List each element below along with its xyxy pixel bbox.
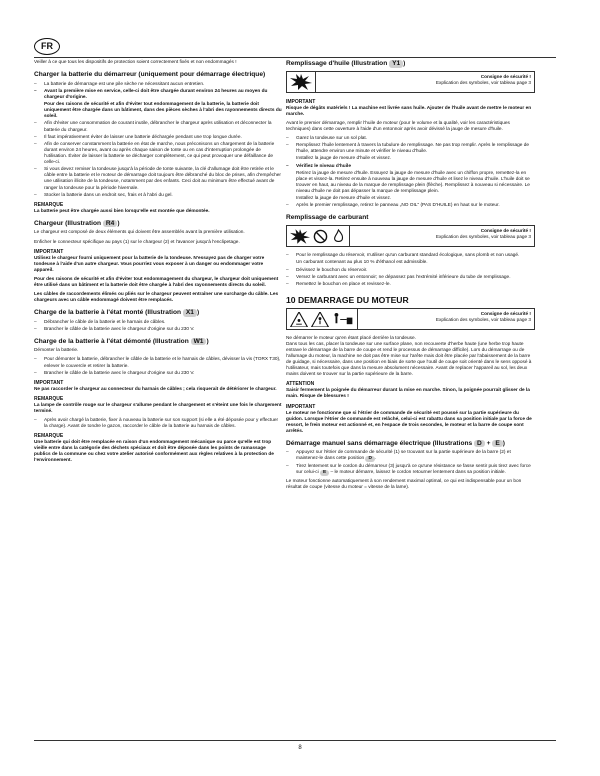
oil-p1: Avant le premier démarrage, remplir l'huile de moteur (pour le volume et la qualité, voir les caractéristiques techniques) dans cette ouverture à l'aide d'un entonnoir après avoir dévissé la jauge de mesure d'huile. bbox=[286, 120, 510, 132]
list-item: – Afin d'éviter une consommation de courant inutile, débrancher le chargeur après utilisation et déconnecter la batterie du chargeur. bbox=[34, 121, 283, 133]
safety-explanation: Explication des symboles, voir tableau page 3 bbox=[435, 79, 531, 85]
safety-title: Consigne de sécurité ! bbox=[480, 228, 531, 234]
list-item: – Pour le remplissage du réservoir, n'utiliser qu'un carburant standard écologique, sans plomb et non usagé. bbox=[286, 253, 535, 259]
illustration-chip: E bbox=[492, 440, 502, 448]
illustration-chip: R4 bbox=[103, 220, 117, 228]
manual-start-title: Démarrage manuel sans démarrage électrique (Illustrations bbox=[286, 439, 473, 447]
safety-box bbox=[286, 308, 535, 330]
mounted-list bbox=[34, 320, 283, 333]
remark-text: Une batterie qui doit être remplacée en raison d'un endommagement mécanique ou parce qu'elle est trop vieille entre dans la catégorie des déchets spéciaux et doit être déposée dans les points de ramassage publics de la commune ou chez votre atelier autorisé conformément aux règles relatives à la protection de l'environnement. bbox=[34, 440, 274, 464]
important-text: Ne pas raccorder le chargeur au connecteur du harnais de câbles ; cela risquerait de détériorer le chargeur. bbox=[34, 386, 277, 392]
safety-text bbox=[358, 309, 534, 329]
remark-text: La batterie peut être chargée aussi bien lorsqu'elle est montée que démontée. bbox=[34, 208, 210, 214]
manual-start-heading: Démarrage manuel sans démarrage électrique (Illustrations D + E ) bbox=[286, 439, 505, 447]
no-smoking-icon bbox=[313, 229, 328, 244]
list-item: – Garez la tondeuse sur un sol plat. bbox=[286, 136, 535, 142]
illustration-chip: D bbox=[365, 456, 374, 462]
safety-icons bbox=[287, 226, 350, 246]
list-item: – La batterie de démarrage est une pile sèche ne nécessitant aucun entretien. bbox=[34, 82, 283, 88]
top-rule bbox=[34, 57, 556, 58]
attention-text: Saisir fermement la poignée du démarreur durant la mise en marche. Sinon, la poignée pourrait glisser de la main. Risque de blessures ! bbox=[286, 388, 530, 400]
list-item: – Après avoir chargé la batterie, fixer à nouveau la batterie sur son support (si elle a été déposée pour y effectuer la charge). Avant de tondre le gazon, raccorder le câble de la batterie au harnais de câbles. bbox=[34, 418, 283, 430]
engine-p2: Dans tous les cas, placer la tondeuse sur une surface plane, non recouverte d'herbe haute (une herbe trop haute entrave le démarrage de la barre de coupe et rend le processus de démarrage difficile). Lors du démarrage ou de l'allumage du moteur, la machine ne doit pas être mise sur l'arête mais doit être placée par l'abaissement de la barre de guidage, si nécessaire, dans une position en biais de sorte que l'outil de coupe soit orienté dans le sens opposé à l'utilisateur, mais toutefois que dans la mesure absolument nécessaire. Avant de replacer l'appareil au sol, les deux mains doivent se trouver sur la partie supérieure de la barre. bbox=[286, 342, 532, 378]
keep-distance-icon bbox=[332, 312, 354, 327]
page-number: 8 bbox=[298, 745, 302, 751]
list-item: – Dévissez le bouchon du réservoir. bbox=[286, 268, 535, 274]
explosion-icon bbox=[290, 74, 312, 90]
battery-heading: Charger la batterie du démarreur (uniquement pour démarrage électrique) bbox=[34, 71, 266, 79]
list-item: Retirez la jauge de mesure d'huile. Essuyez la jauge de mesure d'huile avec un chiffon propre, remettez-la en place et vissez-la. Retirez ensuite à nouveau la jauge de mesure d'huile et lisez le niveau d'huile. L'huile doit se trouver en haut, au niveau de la marque de remplissage plein (flèche). Remplissez à nouveau si nécessaire. Le niveau d'huile ne doit pas dépasser la marque de remplissage plein. bbox=[296, 170, 530, 194]
list-item: – Il faut impérativement éviter de laisser une batterie déchargée pendant une trop longue durée. bbox=[34, 135, 283, 141]
list-item: – Avant la première mise en service, celle-ci doit être chargée durant environ 24 heures au moyen du chargeur d'origine. bbox=[34, 89, 283, 101]
dismounted-title: Charge de la batterie à l'état démonté (Illustration bbox=[34, 337, 189, 345]
illustration-chip: E bbox=[320, 470, 329, 476]
intro-text: Veiller à ce que tous les dispositifs de protection soient correctement fixés et non endommagés ! bbox=[34, 60, 237, 65]
list-item: – Brancher le câble de la batterie avec le chargeur d'origine sur du 230 V. bbox=[34, 327, 283, 333]
list-item: – Vérifiez le niveau d'huile bbox=[286, 164, 535, 170]
right-column bbox=[286, 60, 535, 494]
important-label: IMPORTANT bbox=[286, 403, 316, 410]
thrown-objects-icon bbox=[290, 312, 308, 327]
safety-title: Consigne de sécurité ! bbox=[480, 73, 531, 79]
safety-box bbox=[286, 225, 535, 247]
important-text: Le moteur ne fonctionne que si l'étrier de commande de sécurité est poussé sur la partie supérieure du guidon. Lorsque l'étrier de commande est relâché, celui-ci est rabattu dans sa position initiale par la force de ressort, le frein moteur est actionné et, en l'espace de trois secondes, le moteur et la barre de coupe sont arrêtés. bbox=[286, 410, 532, 434]
charger-p1: Le chargeur est composé de deux éléments qui doivent être assemblés avant la première utilisation. bbox=[34, 230, 245, 236]
charger-heading: Chargeur (Illustration R4 ) bbox=[34, 219, 120, 227]
safety-text bbox=[350, 226, 534, 246]
language-badge: FR bbox=[34, 38, 60, 55]
list-item: Un carburant contenant au plus 10 % d'éthanol est admissible. bbox=[296, 260, 428, 266]
list-item bbox=[286, 464, 535, 476]
left-column bbox=[34, 60, 283, 467]
list-item: – Stocker la batterie dans un endroit sec, frais et à l'abri du gel. bbox=[34, 193, 283, 199]
bottom-rule bbox=[34, 740, 556, 741]
fuel-list bbox=[286, 253, 535, 288]
list-item: – Brancher le câble de la batterie avec le chargeur d'origine sur du 230 V. bbox=[34, 371, 283, 377]
important-text: Risque de dégâts matériels ! La machine est livrée sans huile. Ajouter de l'huile avant de mettre le moteur en marche. bbox=[286, 105, 532, 117]
charger-title: Chargeur (Illustration bbox=[34, 219, 102, 227]
step-text: – le moteur démarre, laissez le cordon retourner lentement dans sa position initiale. bbox=[330, 469, 506, 475]
oil-list bbox=[286, 136, 535, 210]
dismounted-list bbox=[34, 357, 283, 376]
illustration-chip: X1 bbox=[183, 309, 197, 317]
safety-text bbox=[316, 72, 534, 92]
list-item: – Versez le carburant avec un entonnoir; ne dépassez pas l'extrémité inférieure du tube de remplissage. bbox=[286, 275, 535, 281]
dismounted-intro: Démonter la batterie. bbox=[34, 348, 79, 354]
charger-p4: Les câbles de raccordements élimés ou pliés sur le chargeur peuvent entraîner une surcharge du câble. Les chargeurs avec un câble endommagé doivent être remplacés. bbox=[34, 291, 279, 303]
list-item: – Pour démonter la batterie, débrancher le câble de la batterie et le harnais de câbles, dévisser la vis (TORX T30), enlever le couvercle et retirer la batterie. bbox=[34, 357, 283, 369]
mounted-title: Charge de la batterie à l'état monté (Illustration bbox=[34, 308, 182, 316]
list-item: – Débrancher le câble de la batterie et le harnais de câbles. bbox=[34, 320, 283, 326]
list-item: – Remplissez l'huile lentement à travers la tubulure de remplissage. Ne pas trop remplir. Après le remplissage de l'huile, attendre environ une minute et vérifier le niveau d'huile. bbox=[286, 143, 535, 155]
flame-icon bbox=[331, 229, 346, 244]
safety-icons bbox=[287, 72, 316, 92]
bystander-warning-icon bbox=[311, 312, 329, 327]
attention-label: ATTENTION bbox=[286, 381, 315, 388]
important-label: IMPORTANT bbox=[286, 98, 316, 105]
list-item: – Remettez le bouchon en place et revissez-le. bbox=[286, 282, 535, 288]
remark-label: REMARQUE bbox=[34, 395, 64, 402]
oil-heading: Remplissage d'huile (Illustration Y1 ) bbox=[286, 60, 406, 67]
manual-start-list bbox=[286, 450, 535, 475]
important-label: IMPORTANT bbox=[34, 379, 64, 386]
engine-p1: Ne démarrer le moteur qu'en étant placé derrière la tondeuse. bbox=[286, 336, 417, 342]
list-item: – Si vous devez remiser la tondeuse jusqu'à la période de tonte suivante, la clé d'allumage doit être retirée et le câble entre la batterie et le moteur de démarrage doit toujours être débranché du bloc de prises, afin d'empêcher une utilisation illicite de la tondeuse, notamment par des enfants. Ceci doit au minimum être effectué avant de ranger la tondeuse pour la période hivernale. bbox=[34, 167, 283, 191]
list-item: Pour des raisons de sécurité et afin d'éviter tout endommagement de la batterie, la batterie doit uniquement être chargée dans un bâtiment, dans des pièces sèches à l'abri des rayonnements directs du soleil. bbox=[44, 102, 282, 120]
safety-title: Consigne de sécurité ! bbox=[480, 311, 531, 317]
remark-text: La lampe de contrôle rouge sur le chargeur s'allume pendant le chargement et s'éteint une fois le chargement terminé. bbox=[34, 402, 282, 414]
list-item: Installez la jauge de mesure d'huile et vissez. bbox=[296, 196, 392, 202]
remark-label: REMARQUE bbox=[34, 433, 64, 440]
step-text: Tirez lentement sur le cordon du démarreur (3) jusqu'à ce qu'une résistance se fasse sentir puis tirez avec force sur celui-ci bbox=[296, 463, 531, 475]
dismounted-list-2 bbox=[34, 418, 283, 430]
illustration-chip: D bbox=[474, 440, 485, 448]
manual-start-end: Le moteur fonctionne automatiquement à son rendement maximal optimal, ce qui est indispensable pour un bon résultat de coupe (vitesse du moteur = vitesse de la lame). bbox=[286, 478, 522, 490]
plus-sign: + bbox=[486, 439, 491, 447]
charger-p3: Pour des raisons de sécurité et afin d'éviter tout endommagement du chargeur, le chargeur doit uniquement être utilisé dans un bâtiment et la batterie doit être chargée à l'abri des rayonnements directs du soleil. bbox=[34, 276, 279, 288]
safety-explanation: Explication des symboles, voir tableau page 3 bbox=[435, 234, 531, 240]
safety-icons bbox=[287, 309, 358, 329]
oil-title: Remplissage d'huile (Illustration bbox=[286, 60, 388, 67]
list-item: – Appuyez sur l'étrier de commande de sécurité (1) se trouvant sur la partie supérieure de la barre (2) et maintenez-le dans cette position D . bbox=[286, 450, 535, 462]
mounted-heading: Charge de la batterie à l'état monté (Illustration X1 ) bbox=[34, 308, 200, 316]
safety-explanation: Explication des symboles, voir tableau page 3 bbox=[435, 317, 531, 323]
charger-p2: Enficher le connecteur spécifique au pays (1) sur le chargeur (2) et l'avancer jusqu'à l'enclipetage. bbox=[34, 239, 240, 245]
list-item: Installez la jauge de mesure d'huile et vissez. bbox=[296, 156, 392, 162]
important-label: IMPORTANT bbox=[34, 248, 64, 255]
remark-label: REMARQUE bbox=[34, 201, 64, 208]
engine-heading: 10 DEMARRAGE DU MOTEUR bbox=[286, 295, 409, 306]
step-text: Appuyez sur l'étrier de commande de sécurité (1) se trouvant sur la partie supérieure de la barre (2) et maintenez-le dans cette position bbox=[296, 450, 511, 462]
dismounted-heading: Charge de la batterie à l'état démonté (Illustration W1 ) bbox=[34, 337, 209, 345]
list-item: – Après le premier remplissage, retirez le panneau „NO OIL" (PAS D'HUILE) en haut sur le moteur. bbox=[286, 203, 535, 209]
list-item: – Afin de conserver constamment la batterie en état de marche, nous préconisons un chargement de la batterie durant environ 24 heures, avant ou après chaque saison de tonte ou en cas d'interruption prolongée de l'utilisation. Éviter de laisser la batterie se décharger complètement, ce qui peut provoquer une défaillance de celle-ci. bbox=[34, 142, 283, 166]
illustration-chip: W1 bbox=[191, 338, 207, 346]
important-text: Utilisez le chargeur fourni uniquement pour la batterie de la tondeuse. N'essayez pas de charger votre tondeuse à l'aide d'un autre chargeur. Vous pourriez vous exposer à un danger ou endommager votre appareil. bbox=[34, 255, 265, 273]
safety-box bbox=[286, 71, 535, 93]
battery-list bbox=[34, 82, 283, 199]
explosion-icon bbox=[290, 229, 310, 244]
illustration-chip: Y1 bbox=[389, 60, 403, 68]
fuel-heading: Remplissage de carburant bbox=[286, 214, 369, 222]
